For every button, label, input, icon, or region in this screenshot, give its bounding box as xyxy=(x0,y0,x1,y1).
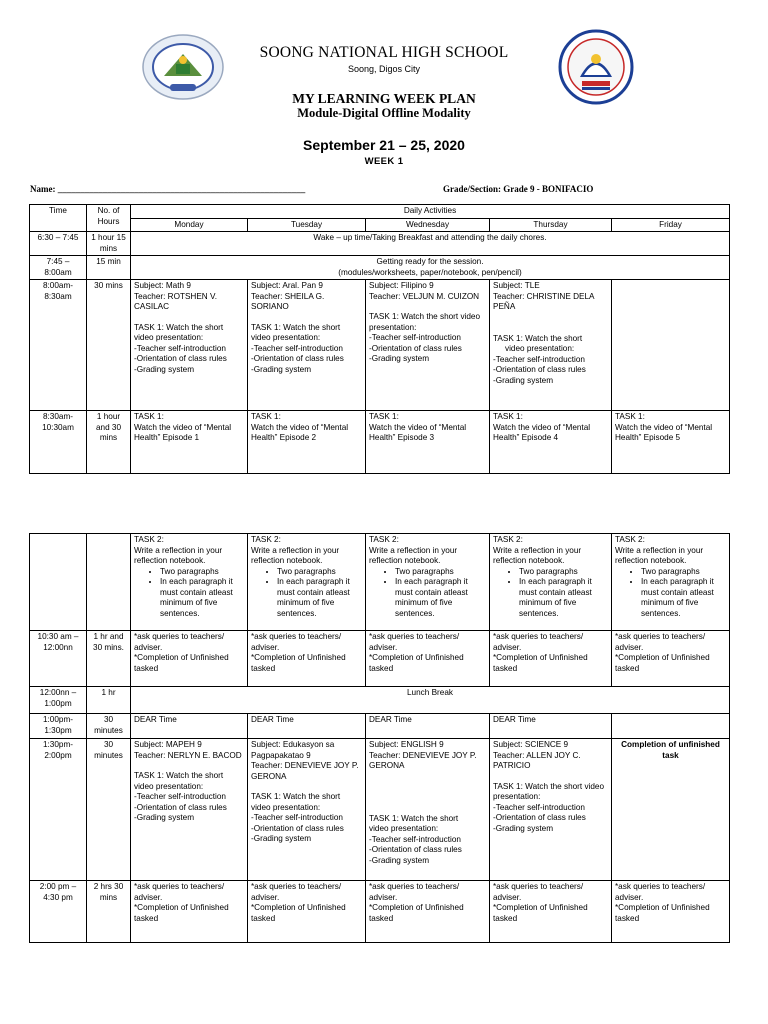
row-time: 1:00pm-1:30pm xyxy=(30,714,87,739)
task1-item: -Grading system xyxy=(134,364,195,374)
task-text: Watch the video of “Mental Health” Episode 4 xyxy=(493,422,591,442)
teacher: Teacher: CHRISTINE DELA PEÑA xyxy=(493,291,595,311)
task1-label: TASK 1: Watch the short video presentation: xyxy=(493,781,605,801)
subject: Subject: Aral. Pan 9 xyxy=(251,281,323,290)
teacher: Teacher: ALLEN JOY C. PATRICIO xyxy=(493,750,581,770)
teacher: Teacher: SHEILA G. SORIANO xyxy=(251,291,325,311)
task1-item: -Grading system xyxy=(134,813,195,822)
task1-item: -Grading system xyxy=(493,375,554,385)
completion-text: *Completion of Unfinished tasked xyxy=(615,903,710,923)
completion-text: *Completion of Unfinished tasked xyxy=(369,903,464,923)
header-day-wednesday: Wednesday xyxy=(366,218,490,232)
task2-bullet: • Two paragraphs xyxy=(519,567,608,578)
cell-monday xyxy=(131,534,248,631)
task1-item: -Orientation of class rules xyxy=(251,823,344,833)
row-time: 6:30 – 7:45 xyxy=(30,232,87,256)
queries-text: *ask queries to teachers/ adviser. xyxy=(615,882,706,902)
cell-thursday: DEAR Time xyxy=(490,714,612,739)
queries-text: *ask queries to teachers/ adviser. xyxy=(251,882,342,902)
table-row xyxy=(30,256,730,280)
completion-text: *Completion of Unfinished tasked xyxy=(493,653,588,673)
cell-friday: Completion of unfinished task xyxy=(612,739,730,881)
task1-item: -Orientation of class rules xyxy=(493,813,586,822)
task1-label: TASK 1: Watch the short video presentation: xyxy=(251,322,341,342)
cell-friday xyxy=(612,881,730,943)
header-daily-activities: Daily Activities xyxy=(131,205,730,219)
completion-text: *Completion of Unfinished tasked xyxy=(251,653,346,673)
task-label: TASK 1: xyxy=(493,412,523,421)
task1-item: -Orientation of class rules xyxy=(251,354,344,363)
row-activity xyxy=(131,256,730,280)
week-plan-table-1 xyxy=(29,204,730,474)
cell-tuesday xyxy=(248,280,366,411)
cell-thursday xyxy=(490,534,612,631)
modality-title: Module-Digital Offline Modality xyxy=(297,106,471,120)
school-name: SOONG NATIONAL HIGH SCHOOL xyxy=(259,44,509,61)
task-label: TASK 1: xyxy=(369,412,399,421)
table-row xyxy=(30,411,730,474)
row-time: 1:30pm-2:00pm xyxy=(30,739,87,881)
activity-line-1: Getting ready for the session. xyxy=(376,257,484,266)
subject: Subject: TLE xyxy=(493,281,540,290)
row-time xyxy=(30,534,87,631)
cell-thursday xyxy=(490,631,612,687)
task2-text: Write a reflection in your reflection notebook. xyxy=(615,545,704,565)
cell-tuesday xyxy=(248,631,366,687)
cell-wednesday xyxy=(366,411,490,474)
task2-bullet: • Two paragraphs xyxy=(277,567,362,578)
task-label: TASK 1: xyxy=(134,412,164,421)
cell-wednesday xyxy=(366,881,490,943)
task1-label: TASK 1: Watch the short video presentation: xyxy=(369,312,481,332)
row-activity: Wake – up time/Taking Breakfast and attending the daily chores. xyxy=(131,232,730,256)
completion-text: *Completion of Unfinished tasked xyxy=(615,653,710,673)
completion-text: *Completion of Unfinished tasked xyxy=(134,653,229,673)
task1-item: -Grading system xyxy=(369,855,430,865)
task2-label: TASK 2: xyxy=(369,535,399,544)
task2-bullet: • In each paragraph it must contain atleast minimum of five sentences. xyxy=(641,577,726,619)
task1-item: -Teacher self-introduction xyxy=(493,354,585,364)
row-hours: 15 min xyxy=(87,256,131,280)
task-label: TASK 1: xyxy=(615,412,645,421)
task2-label: TASK 2: xyxy=(493,535,523,544)
task1-item: -Orientation of class rules xyxy=(493,365,586,374)
name-field: Name: _______________________________________________________ xyxy=(30,184,306,194)
plan-title: MY LEARNING WEEK PLAN xyxy=(292,91,476,106)
task2-bullet: • In each paragraph it must contain atleast minimum of five sentences. xyxy=(277,577,362,619)
subject: Subject: MAPEH 9 xyxy=(134,740,202,749)
school-location: Soong, Digos City xyxy=(347,64,421,74)
row-hours: 30 mins xyxy=(87,280,131,411)
cell-tuesday xyxy=(248,534,366,631)
teacher: Teacher: VELJUN M. CUIZON xyxy=(369,291,480,301)
cell-wednesday xyxy=(366,739,490,881)
cell-monday xyxy=(131,280,248,411)
task2-bullet: • In each paragraph it must contain atleast minimum of five sentences. xyxy=(395,577,486,619)
cell-monday xyxy=(131,881,248,943)
row-hours: 30 minutes xyxy=(87,714,131,739)
task1-item: -Teacher self-introduction xyxy=(493,802,585,812)
teacher: Teacher: DENEVIEVE JOY P. GERONA xyxy=(369,750,477,770)
cell-friday xyxy=(612,714,730,739)
table-row xyxy=(30,739,730,881)
task2-text: Write a reflection in your reflection notebook. xyxy=(369,545,458,565)
row-time: 2:00 pm – 4:30 pm xyxy=(30,881,87,943)
task-text: Watch the video of “Mental Health” Episode 3 xyxy=(369,422,467,442)
completion-text: *Completion of Unfinished tasked xyxy=(369,653,464,673)
row-activity: Lunch Break xyxy=(131,687,730,714)
subject: Subject: SCIENCE 9 xyxy=(493,740,569,749)
queries-text: *ask queries to teachers/ adviser. xyxy=(134,882,225,902)
cell-tuesday: DEAR Time xyxy=(248,714,366,739)
task2-bullet: • In each paragraph it must contain atleast minimum of five sentences. xyxy=(519,577,608,619)
row-hours: 1 hour 15 mins xyxy=(87,232,131,256)
task1-label: TASK 1: Watch the short video presentation: xyxy=(251,792,341,812)
queries-text: *ask queries to teachers/ adviser. xyxy=(369,882,460,902)
queries-text: *ask queries to teachers/ adviser. xyxy=(493,632,584,652)
cell-thursday xyxy=(490,739,612,881)
table-row xyxy=(30,631,730,687)
header-hours: No. of Hours xyxy=(87,205,131,232)
cell-monday xyxy=(131,411,248,474)
task1-item: -Teacher self-introduction xyxy=(251,813,343,822)
task1-item: -Orientation of class rules xyxy=(134,802,227,812)
row-hours: 30 minutes xyxy=(87,739,131,881)
teacher: Teacher: ROTSHEN V. CASILAC xyxy=(134,291,217,311)
subject: Subject: Filipino 9 xyxy=(369,281,434,290)
task2-label: TASK 2: xyxy=(134,535,164,544)
task1-label: TASK 1: Watch the short video presentation: xyxy=(134,771,224,791)
task1-item: -Orientation of class rules xyxy=(369,343,462,353)
task-label: TASK 1: xyxy=(251,412,281,421)
task-text: Watch the video of “Mental Health” Episode 1 xyxy=(134,422,232,442)
cell-thursday xyxy=(490,280,612,411)
task2-text: Write a reflection in your reflection notebook. xyxy=(251,545,340,565)
cell-monday xyxy=(131,631,248,687)
subject: Subject: Edukasyon sa Pagpapakatao 9 xyxy=(251,740,335,760)
week-label: WEEK 1 xyxy=(364,156,404,167)
cell-monday: DEAR Time xyxy=(131,714,248,739)
cell-wednesday xyxy=(366,280,490,411)
teacher: Teacher: DENEVIEVE JOY P. GERONA xyxy=(251,761,359,781)
cell-tuesday xyxy=(248,411,366,474)
completion-text: *Completion of Unfinished tasked xyxy=(134,903,229,923)
task1-item: -Teacher self-introduction xyxy=(251,343,343,353)
task1-label-cont: video presentation: xyxy=(505,344,575,353)
row-hours: 1 hr and 30 mins. xyxy=(87,631,131,687)
table-row xyxy=(30,714,730,739)
date-range: September 21 – 25, 2020 xyxy=(303,137,465,153)
table-row xyxy=(30,881,730,943)
completion-text: *Completion of Unfinished tasked xyxy=(251,903,346,923)
task2-label: TASK 2: xyxy=(615,535,645,544)
task1-item: -Teacher self-introduction xyxy=(134,792,226,801)
task1-item: -Orientation of class rules xyxy=(369,845,462,854)
task1-item: -Grading system xyxy=(493,823,554,833)
task1-item: -Grading system xyxy=(251,364,312,374)
completion-text: *Completion of Unfinished tasked xyxy=(493,903,588,923)
row-hours: 1 hour and 30 mins xyxy=(87,411,131,474)
header-day-thursday: Thursday xyxy=(490,218,612,232)
cell-wednesday xyxy=(366,534,490,631)
row-time: 12:00nn – 1:00pm xyxy=(30,687,87,714)
task1-item: -Grading system xyxy=(369,354,430,363)
queries-text: *ask queries to teachers/ adviser. xyxy=(134,632,225,652)
table-row xyxy=(30,232,730,256)
task2-text: Write a reflection in your reflection notebook. xyxy=(493,545,582,565)
cell-friday xyxy=(612,534,730,631)
task1-label: TASK 1: Watch the short xyxy=(369,813,459,823)
table-row xyxy=(30,280,730,411)
cell-friday xyxy=(612,411,730,474)
cell-wednesday: DEAR Time xyxy=(366,714,490,739)
task2-bullet: • Two paragraphs xyxy=(160,567,244,578)
row-hours: 1 hr xyxy=(87,687,131,714)
task2-bullet: • In each paragraph it must contain atleast minimum of five sentences. xyxy=(160,577,244,619)
task1-item: -Teacher self-introduction xyxy=(134,343,226,353)
queries-text: *ask queries to teachers/ adviser. xyxy=(615,632,706,652)
row-time: 10:30 am – 12:00nn xyxy=(30,631,87,687)
task-text: Watch the video of “Mental Health” Episode 2 xyxy=(251,422,349,442)
table-row xyxy=(30,534,730,631)
week-plan-table-2 xyxy=(29,533,730,943)
subject: Subject: Math 9 xyxy=(134,281,191,290)
activity-line-2: (modules/worksheets, paper/notebook, pen/pencil) xyxy=(338,267,522,277)
cell-monday xyxy=(131,739,248,881)
task2-text: Write a reflection in your reflection notebook. xyxy=(134,545,223,565)
row-time: 7:45 – 8:00am xyxy=(30,256,87,280)
task2-bullet: • Two paragraphs xyxy=(641,567,726,578)
header-day-monday: Monday xyxy=(131,218,248,232)
header-day-friday: Friday xyxy=(612,218,730,232)
task1-item: -Teacher self-introduction xyxy=(369,333,461,342)
subject: Subject: ENGLISH 9 xyxy=(369,740,444,749)
task1-label: TASK 1: Watch the short xyxy=(493,333,583,343)
cell-friday xyxy=(612,631,730,687)
queries-text: *ask queries to teachers/ adviser. xyxy=(251,632,342,652)
grade-section: Grade/Section: Grade 9 - BONIFACIO xyxy=(443,184,594,194)
task2-label: TASK 2: xyxy=(251,535,281,544)
task2-bullet: • Two paragraphs xyxy=(395,567,486,578)
cell-thursday xyxy=(490,411,612,474)
queries-text: *ask queries to teachers/ adviser. xyxy=(493,882,584,902)
row-hours: 2 hrs 30 mins xyxy=(87,881,131,943)
header-day-tuesday: Tuesday xyxy=(248,218,366,232)
task1-label: TASK 1: Watch the short video presentation: xyxy=(134,322,224,342)
row-time: 8:00am-8:30am xyxy=(30,280,87,411)
cell-wednesday xyxy=(366,631,490,687)
queries-text: *ask queries to teachers/ adviser. xyxy=(369,632,460,652)
cell-thursday xyxy=(490,881,612,943)
row-time: 8:30am-10:30am xyxy=(30,411,87,474)
row-hours xyxy=(87,534,131,631)
task1-item: -Teacher self-introduction xyxy=(369,834,461,844)
task1-item: -Grading system xyxy=(251,834,312,843)
cell-tuesday xyxy=(248,881,366,943)
cell-friday xyxy=(612,280,730,411)
task-text: Watch the video of “Mental Health” Episode 5 xyxy=(615,422,713,442)
table-row xyxy=(30,687,730,714)
cell-tuesday xyxy=(248,739,366,881)
header-time: Time xyxy=(30,205,87,232)
task1-label-cont: video presentation: xyxy=(369,824,439,833)
teacher: Teacher: NERLYN E. BACOD xyxy=(134,750,242,760)
task1-item: -Orientation of class rules xyxy=(134,354,227,363)
